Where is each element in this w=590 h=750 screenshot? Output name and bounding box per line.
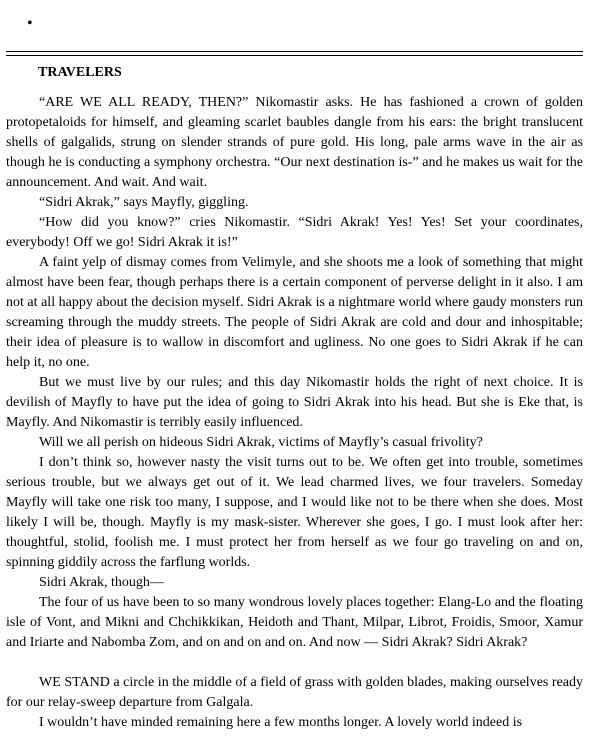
paragraph: “ARE WE ALL READY, THEN?” Nikomastir asks. He has fashioned a crown of golden protopetaloids for himself, and gleaming scarlet baubles dangle from his ears: the bright translucent shells of galgalids, strung on slender strands of pure gold. His long, pale arms wave in the air as though he is conducting a symphony orchestra. “Our next destination is-” and he makes us wait for the announcement. And wait. And wait. [6,95,583,190]
paragraph: The four of us have been to so many wondrous lovely places together: Elang-Lo and the floating isle of Vont, and Mikni and Chchikkikan, Heidoth and Thant, Milpar, Librot, Froidis, Smoor, Xamur and Iriarte and Nabomba Zom, and on and on and on. And now — Sidri Akrak? Sidri Akrak? [6,595,583,650]
paragraph: Sidri Akrak, though— [39,575,164,590]
chapter-heading: TRAVELERS [38,65,122,80]
paragraph: Will we all perish on hideous Sidri Akrak, victims of Mayfly’s casual frivolity? [39,435,483,450]
paragraph: A faint yelp of dismay comes from Velimyle, and she shoots me a look of something that might almost have been fear, though perhaps there is a certain component of perverse delight in it also. I am not at all happy about the decision myself. Sidri Akrak is a nightmare world where gaudy monsters run screaming through the muddy streets. The people of Sidri Akrak are cold and dour and inhospitable; their idea of pleasure is to wallow in discomfort and ugliness. No one goes to Sidri Akrak if he can help it, no one. [6,255,583,370]
divider-rule-top [6,51,583,52]
divider-rule-bottom [6,55,583,56]
paragraph: “Sidri Akrak,” says Mayfly, giggling. [39,195,249,210]
paragraph: But we must live by our rules; and this day Nikomastir holds the right of next choice. It is devilish of Mayfly to have put the idea of going to Sidri Akrak into his head. But she is Eke that, is Mayfly. And Nikomastir is terribly easily influenced. [6,375,583,430]
paragraph: WE STAND a circle in the middle of a field of grass with golden blades, making ourselves ready for our relay-sweep departure from Galgala. [6,675,583,710]
document-body [6,63,583,733]
paragraph: “How did you know?” cries Nikomastir. “Sidri Akrak! Yes! Yes! Set your coordinates, everybody! Off we go! Sidri Akrak it is!” [6,215,583,250]
paragraph: I don’t think so, however nasty the visit turns out to be. We often get into trouble, sometimes serious trouble, but we always get out of it. We lead charmed lives, we four travelers. Someday Mayfly will take one risk too many, I suppose, and I would like not to be there when she does. Most likely I will be, though. Mayfly is my mask-sister. Wherever she goes, I go. I must look after her: thoughtful, stolid, foolish me. I must protect her from herself as we four go traveling on and on, spinning giddily across the farflung worlds. [6,455,583,570]
paragraph: I wouldn’t have minded remaining here a few months longer. A lovely world indeed is [39,715,523,730]
list-bullet: • [27,15,33,32]
